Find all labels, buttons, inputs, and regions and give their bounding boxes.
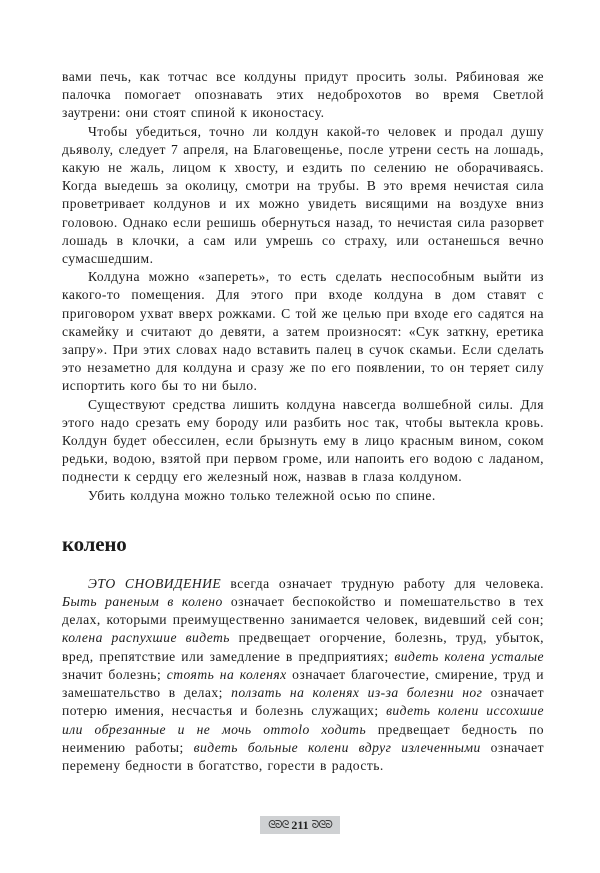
section-heading: колено bbox=[62, 531, 127, 556]
paragraph-3: Колдуна можно «запереть», то есть сделать неспособным выйти из какого-то помещения. Для этого при входе колдуна в дом ставят с приговором ухват вверх рожками. С той же целью при входе его садятся на скамейку и считают до девяти, а затем произносят: «Сук заткну, еретика запру». При этих словах надо вставить палец в сучок скамьи. Если сделать это незаметно для колдуна и сразу же по его появлении, то он теряет силу испортить кого бы то ни было. bbox=[62, 269, 544, 394]
text-run: предвещает бедность по неимению работы; bbox=[62, 721, 544, 755]
italic-phrase: ЭТО СНОВИДЕНИЕ bbox=[88, 575, 222, 591]
text-run: предвещает огорчение, болезнь, труд, убыток, вред, препятствие или замедление в предприятиях; bbox=[62, 630, 544, 664]
text-run: значит болезнь; bbox=[62, 666, 167, 682]
italic-phrase: стоять на коленях bbox=[166, 666, 287, 682]
text-run: означает благочестие, смирение, труд и замешательство в делах; bbox=[62, 666, 544, 701]
italic-phrase: видеть колени иссохшие или обрезанные и не мочь оттоlo ходить bbox=[62, 703, 544, 737]
paragraph-1: вами печь, как тотчас все колдуны придут просить золы. Рябиновая же палочка помогает опознавать этих недоброхотов во время Светлой заутрени: они стоят спиной к иконостасу. bbox=[62, 69, 544, 121]
paragraph-5: Убить колдуна можно только тележной осью по спине. bbox=[88, 487, 436, 503]
paragraph-2: Чтобы убедиться, точно ли колдун какой-то человек и продал душу дьяволу, следует 7 апреля, на Благовещенье, после утрени сесть на лошадь, какую не жаль, лицом к хвосту, и ездить по селению не оборачиваясь. Когда выедешь за околицу, смотри на трубы. В это время нечистая сила проветривает колдунов и их можно увидеть висящими на воздухе вниз головою. Однако если решишь обернуться назад, то нечистая сила разорвет лошадь в клочки, а сам или умрешь со страху, или останешься вечно сумасшедшим. bbox=[62, 123, 544, 267]
italic-phrase: ползать на коленях из-за болезни ног bbox=[231, 685, 483, 701]
page-number: 211 bbox=[291, 818, 309, 832]
page-number-ornament bbox=[260, 816, 340, 834]
page-footer bbox=[0, 815, 600, 834]
text-run: означает беспокойство и помешательство в тех делах, которыми преимущественно занимается человек, видевший сей сон; bbox=[62, 594, 544, 628]
italic-phrase: видеть больные колени вдруг излеченными bbox=[193, 739, 481, 755]
italic-phrase: колена распухшие видеть bbox=[62, 630, 230, 646]
ornament-right-icon: ᘐᘓᘐ bbox=[311, 819, 332, 831]
text-run: означает потерю имения, несчастья и болезнь служащих; bbox=[62, 685, 544, 719]
italic-phrase: видеть колена усталые bbox=[394, 648, 544, 664]
italic-phrase: Быть раненым в колено bbox=[62, 594, 223, 610]
ornament-left-icon: ᘓᘐᘓ bbox=[268, 819, 289, 831]
paragraph-4: Существуют средства лишить колдуна навсегда волшебной силы. Для этого надо срезать ему бороду или разбить нос так, чтобы вытекла кровь. Колдун будет обессилен, если брызнуть ему в лицо красным вином, соком редьки, водою, взятой при первом громе, или напоить его водою с ладаном, поднести к сердцу его железный нож, назвав в глаза колдуном. bbox=[62, 396, 544, 485]
dream-definition bbox=[62, 575, 544, 775]
text-run: означает перемену бедности в богатство, горести в радость. bbox=[62, 739, 544, 773]
text-run: всегда означает трудную работу для человека. bbox=[221, 575, 544, 591]
